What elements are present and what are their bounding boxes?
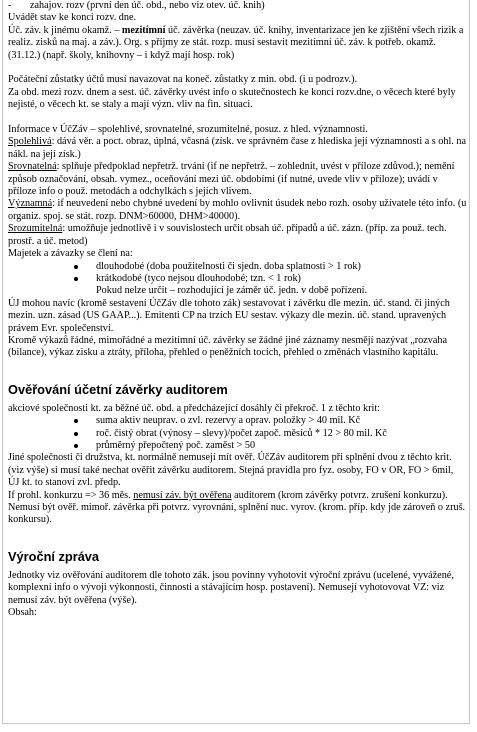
underlined-term: Srozumitelná [8,223,63,235]
paragraph: Uvádět stav ke konci rozv. dne. [8,12,137,24]
paragraph: Obsah: [8,607,37,619]
bullet-list [8,261,467,286]
spacer [8,360,467,382]
spacer [8,62,467,74]
list-item: dlouhodobé (doba použitelnosti či sjedn. doba splatnosti > 1 rok) [8,261,467,273]
definition-srozumitelna [8,223,467,248]
definition-srovnatelna [8,161,467,198]
paragraph: Informace v ÚčZáv – spolehlivé, srovnatelné, srozumitelné, posuz. z hled. významnosti. [8,124,368,136]
text-run: úč. závěrka (neuzav. úč. knihy, inventarizace jen ke zjištění všech rizik a realiz. zisků na maj. a záv.). Org. s příjmy ze stát. rozp. musí sestavit mezitímní úč. záv. k potřeb. okamž. (31.12.) (např. školy, knihovny – i když mají hosp. rok) [8,24,464,61]
definition-text: : dává věr. a poct. obraz, úplná, včasná (získ. ve správném čase z hlediska její významnosti a s ohl. na nákl. na její získ.) [8,136,467,160]
list-item [8,0,467,12]
definition-text: : umožňuje jednotlivě i v souvislostech určit obsah úč. případů a úč. zázn. (příp. za použ. tech. prostř. a úč. metod) [8,223,447,247]
underlined-term: Spolehlivá [8,136,52,148]
paragraph: Jednotky viz ověřování auditorem dle tohoto zák. jsou povinny vyhotovit výroční zprávu (ucelené, vyvážené, komplexní info o vývoji výkonnosti, činnosti a stávajícím hosp. postavení). Nemusejí vyhotovovat VZ: viz nemusí záv. být ověřena (výše). [8,569,454,606]
spacer [8,527,467,549]
indented-paragraph: Pokud nelze určit – rozhodující je záměr úč. jedn. v době pořízení. [96,285,368,297]
underlined-term: Významná [8,198,53,210]
list-item: krátkodobé (tyco nejsou dlouhodobé; tzn. < 1 rok) [8,273,467,285]
paragraph: akciové společnosti kt. za běžné úč. obd. a předcházející dosáhly či překroč. 1 z těchto krit: [8,402,380,414]
document-page [2,0,470,724]
paragraph: Majetek a závazky se člení na: [8,248,133,260]
paragraph: Počáteční zůstatky účtů musí navazovat na koneč. zůstatky z min. obd. (i u podrozv.). [8,74,358,86]
list-item: průměrný přepočtený poč. zaměst > 50 [8,440,467,452]
underlined-phrase: nemusí záv. být ověřena [133,489,232,501]
paragraph: Kromě výkazů řádné, mimořádné a mezitímní úč. závěrky se žádné jiné záznamy nesmějí nazývat „rozvaha (bilance), výkaz zisku a ztráty, příloha, přehled o peněžních tocích, přehled o změnách vlastního kapitálu. [8,334,447,359]
text-run: Úč. záv. k jinému okamž. – [8,24,122,36]
definition-text: : if neuvedení nebo chybné uvedení by mohlo ovlivnit úsudek nebo rozh. osoby užívatele této info. (u organiz. spoj. se stát. rozp. DNM>60000, DHM>40000). [8,198,467,222]
paragraph [8,25,467,62]
definition-spolehliva [8,136,467,161]
text-run: If prohl. konkurzu => 36 měs. [8,489,134,501]
paragraph: Za obd. mezi rozv. dnem a sest. úč. závěrky uvést info o skutečnostech ke konci rozv.dne, o věcech které byly nejisté, o věcech kt. se staly a mají význ. vliv na fin. situaci. [8,86,456,111]
list-item-text: zahajov. rozv (první den úč. obd., nebo viz otev. úč. knih) [30,0,265,11]
list-item: roč. čistý obrat (výnosy – slevy)/počet započ. měsíců * 12 > 80 mil. Kč [8,428,467,440]
spacer [8,112,467,124]
section-heading: Výroční zpráva [8,548,100,564]
paragraph: ÚJ mohou navíc (kromě sestavení ÚčZáv dle tohoto zák) sestavovat i závěrku dle mezin. úč. stand. či jiných mezin. uzn. zásad (US GAAP...). Emitenti CP na trzích EU sestav. výkazy dle mezin. úč. stand. upravených právem Evr. společenství. [8,297,450,334]
section-heading: Ověřování účetní závěrky auditorem [8,381,228,397]
paragraph: Jiné společnosti či družstva, kt. normálně nemusejí mít ověř. ÚčZáv auditorem při splnění dvou z těchto krit. (viz výše) si musí také nechat ověřit závěrku auditorem. Stejná pravidla pro fyz. osoby, FO v OR, FO > 6mil, ÚJ kt. to stanoví zvl. předp. [8,452,454,489]
definition-text: : splňuje předpoklad nepřetrž. trvání (if ne nepřetrž. – zohlednit, uvést v příloze zdůvod.); nemění způsob označování, obsah. vymez., oceňování mezi úč. obdobími (if nutné, uvede vliv v příloze); uvádí v příloze info o použ. metodách a odchylkách s jejich vlivem. [8,161,455,198]
definition-vyznamna [8,198,467,223]
list-item: suma aktiv neuprav. o zvl. rezervy a oprav. položky > 40 mil. Kč [8,415,467,427]
underlined-term: Srovnatelná [8,161,57,173]
dash-marker: - [8,0,12,11]
text-run: auditorem (krom závěrky potvrz. zrušení konkurzu). Nemusí být ověř. mimoř. závěrka při potvrz. vyrovnání, splnění nuc. vyrov. (krom. příp. kdy jde zároveň o zruš. konkursu). [8,489,466,526]
paragraph [8,490,467,527]
bold-term: mezitímní [121,24,166,36]
bullet-list [8,415,467,452]
